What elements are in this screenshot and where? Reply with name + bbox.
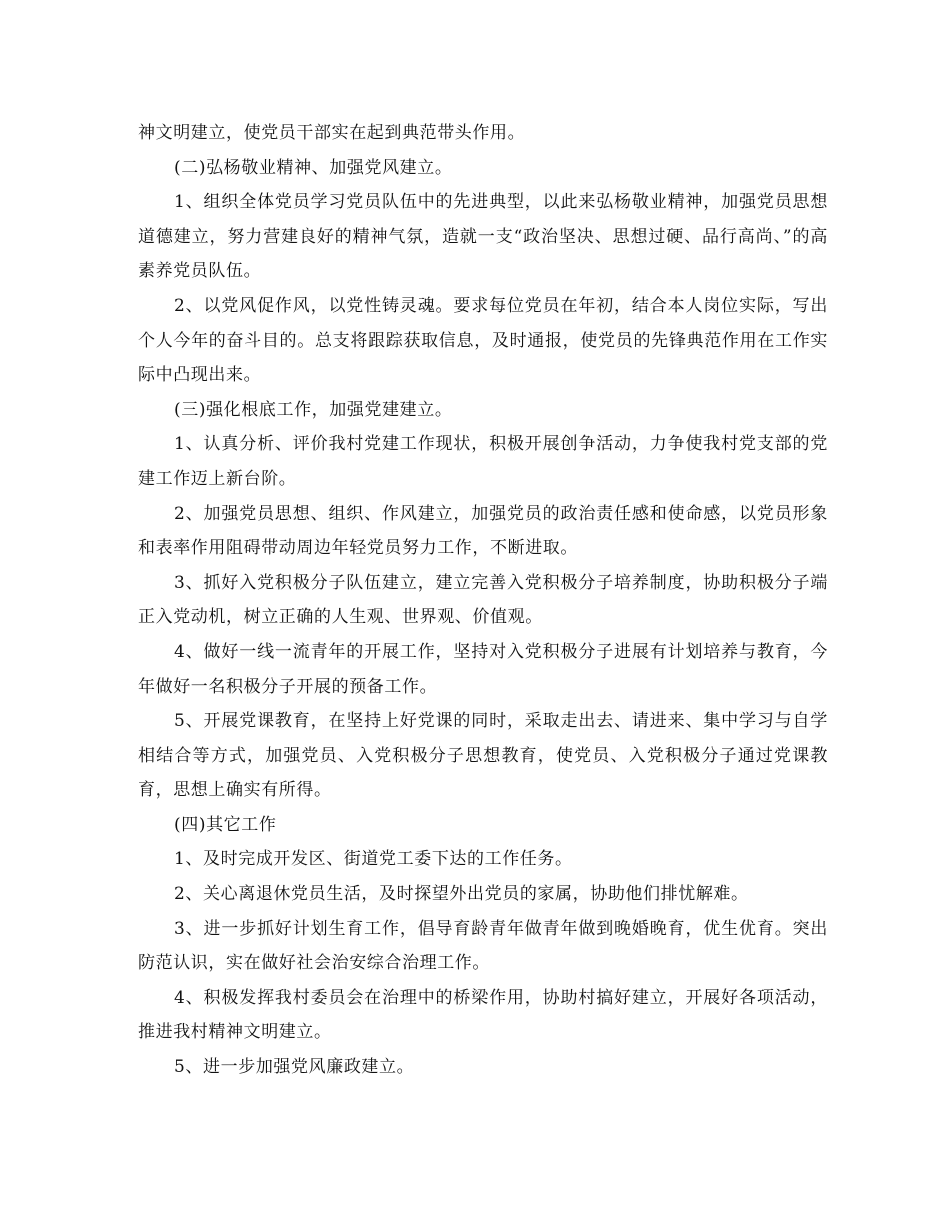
paragraph: 1、组织全体党员学习党员队伍中的先进典型，以此来弘杨敬业精神，加强党员思想道德建立，努力营建良好的精神气氛，造就一支“政治坚决、思想过硬、品行高尚、”的高素养党员队伍。: [138, 192, 828, 282]
document-body: [138, 116, 828, 1085]
paragraph: 1、认真分析、评价我村党建工作现状，积极开展创争活动，力争使我村党支部的党建工作迈上新台阶。: [138, 434, 828, 489]
paragraph: 2、以党风促作风，以党性铸灵魂。要求每位党员在年初，结合本人岗位实际，写出个人今年的奋斗目的。总支将跟踪获取信息，及时通报，使党员的先锋典范作用在工作实际中凸现出来。: [138, 295, 828, 386]
paragraph: 4、积极发挥我村委员会在治理中的桥梁作用，协助村搞好建立，开展好各项活动，推进我村精神文明建立。: [138, 987, 828, 1043]
section-heading-4: (四)其它工作: [174, 814, 277, 835]
paragraph: 4、做好一线一流青年的开展工作，坚持对入党积极分子进展有计划培养与教育，今年做好一名积极分子开展的预备工作。: [138, 641, 828, 697]
paragraph: 5、开展党课教育，在坚持上好党课的同时，采取走出去、请进来、集中学习与自学相结合等方式，加强党员、入党积极分子思想教育，使党员、入党积极分子通过党课教育，思想上确实有所得。: [138, 711, 828, 801]
section-heading-2: (二)弘杨敬业精神、加强党风建立。: [174, 157, 453, 178]
paragraph: 3、进一步抓好计划生育工作，倡导育龄青年做青年做到晚婚晚育，优生优育。突出防范认识，实在做好社会治安综合治理工作。: [138, 918, 828, 974]
paragraph-continuation: 神文明建立，使党员干部实在起到典范带头作用。: [138, 123, 526, 143]
section-heading-3: (三)强化根底工作，加强党建建立。: [174, 399, 453, 420]
paragraph: 2、加强党员思想、组织、作风建立，加强党员的政治责任感和使命感，以党员形象和表率作用阻碍带动周边年轻党员努力工作，不断进取。: [138, 503, 828, 559]
paragraph: 1、及时完成开发区、街道党工委下达的工作任务。: [174, 849, 573, 870]
paragraph: 2、关心离退休党员生活，及时探望外出党员的家属，协助他们排忧解难。: [174, 884, 749, 905]
paragraph: 5、进一步加强党风廉政建立。: [174, 1057, 415, 1078]
paragraph: 3、抓好入党积极分子队伍建立，建立完善入党积极分子培养制度，协助积极分子端正入党动机，树立正确的人生观、世界观、价值观。: [138, 572, 828, 628]
